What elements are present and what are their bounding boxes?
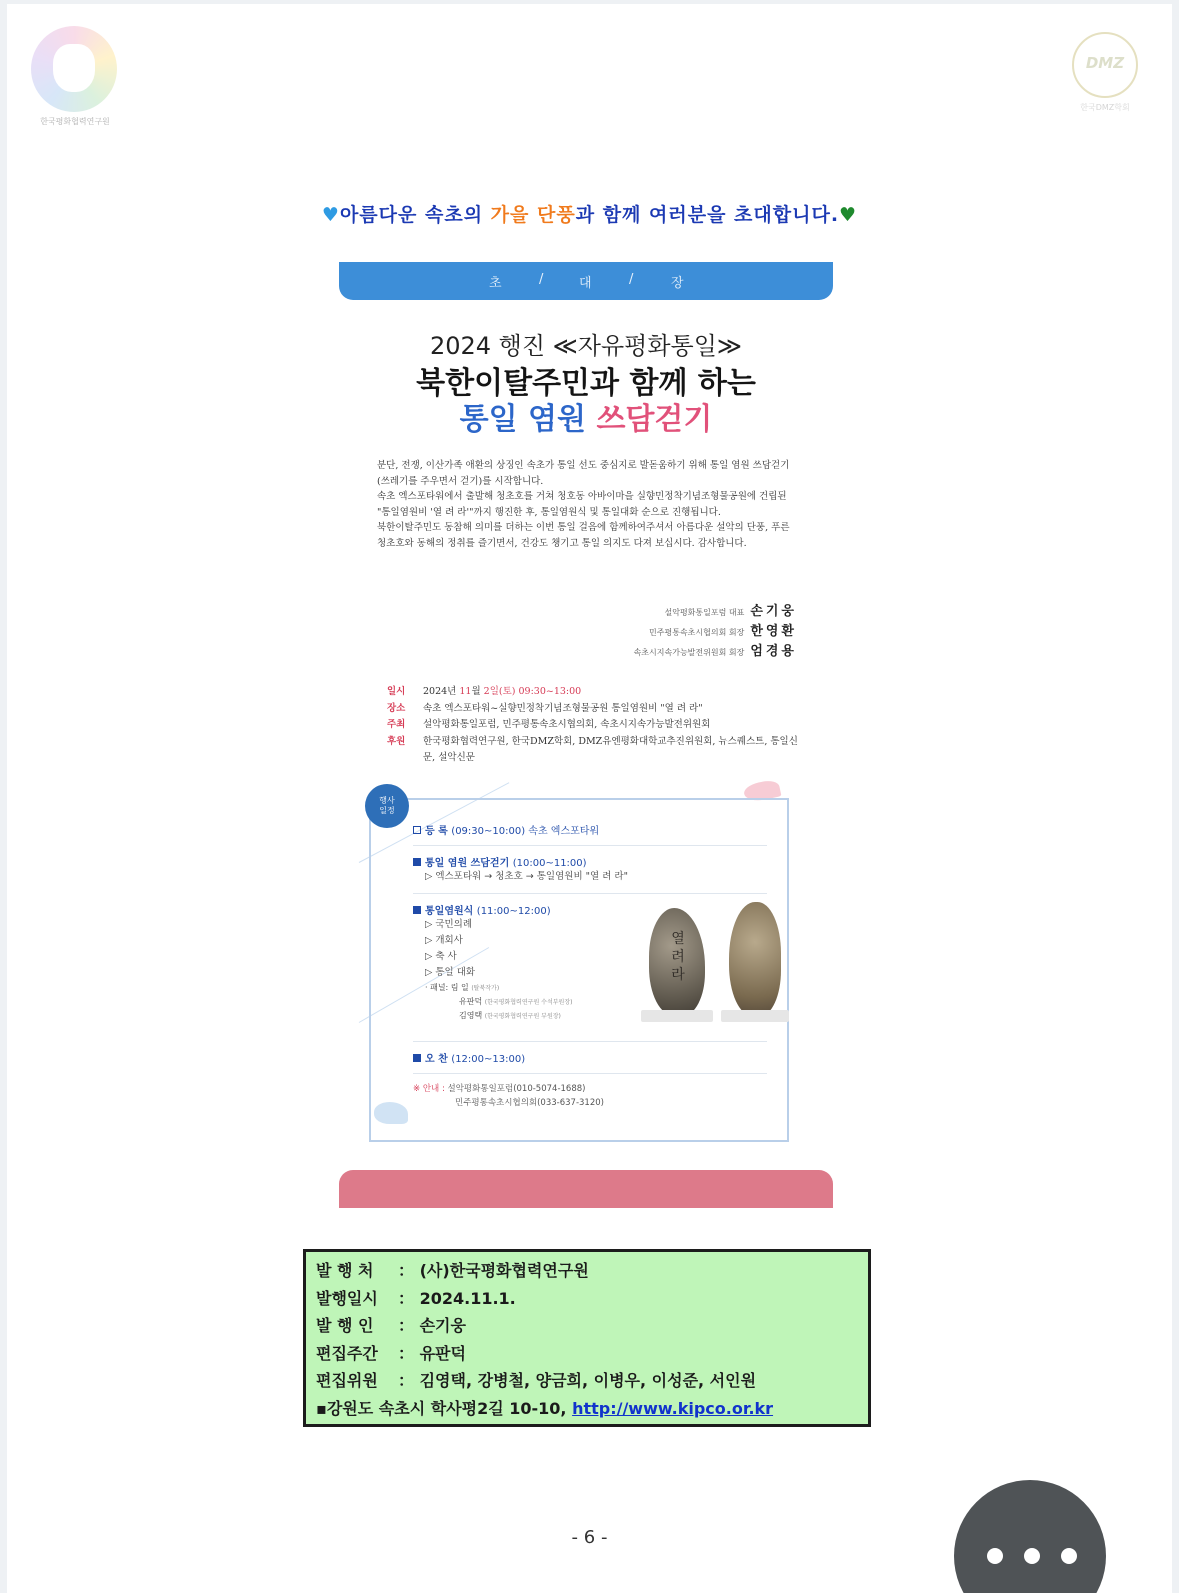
stone-engraving: 열려라 (671, 931, 685, 983)
invitation-card (339, 262, 833, 1208)
panel-label: · 패널: 림 일 (425, 983, 469, 992)
panel-note: (한국평화협력연구원 부원장) (484, 1013, 561, 1020)
signer-name: 엄경용 (750, 644, 797, 659)
schedule-item (413, 814, 767, 846)
date-part: 2024년 (423, 686, 460, 697)
signer-name: 손기웅 (750, 604, 797, 619)
schedule-item (413, 1042, 767, 1074)
schedule-box (369, 798, 789, 1142)
item-sub: ▷ 엑스포타워 → 청초호 → 통일염원비 "열 려 라" (425, 871, 628, 882)
item-sub: ▷ 개회사 (425, 935, 463, 946)
item-sub: ▷ 통일 대화 (425, 967, 476, 978)
detail-key: 주최 (387, 719, 406, 730)
signer-name: 한영환 (750, 624, 797, 639)
panel-row (459, 995, 767, 1009)
pub-row (316, 1312, 868, 1340)
item-title: 통일 염원 쓰담걷기 (425, 858, 510, 869)
panel-name: 유판덕 (459, 997, 483, 1006)
date-day: 2 (483, 686, 490, 697)
pub-label: 발 행 처 (316, 1261, 374, 1280)
body-paragraph: 분단, 전쟁, 이산가족 애환의 상징인 속초가 통일 선도 중심지로 발돋움하기 위해 통일 염원 쓰담걷기(쓰레기를 주우면서 걷기)를 시작합니다. (377, 460, 790, 487)
detail-value: 설악평화통일포럼, 민주평통속초시협의회, 속초시지속가능발전위원회 (423, 719, 711, 730)
invitation-headline (7, 200, 1172, 227)
pub-row (316, 1285, 868, 1313)
schedule-item-title (413, 822, 767, 837)
top-bar-sep: / (539, 272, 544, 287)
title-blue-part: 통일 염원 (459, 402, 597, 437)
pub-label: 편집주간 (316, 1343, 378, 1363)
pub-sep: ： (398, 1261, 415, 1280)
pub-sep: ： (398, 1288, 415, 1308)
document-page (7, 4, 1172, 1593)
event-details (387, 684, 807, 767)
top-bar-char: 초 (489, 276, 502, 291)
logo-right-caption: 한국DMZ학회 (1080, 103, 1130, 112)
heart-icon: ♥ (321, 204, 340, 226)
headline-highlight: 가을 (490, 204, 530, 226)
pub-address-row (316, 1395, 868, 1423)
item-time: (10:00~11:00) (512, 858, 587, 869)
monument-stone-photo (729, 902, 781, 1016)
panel-note: (탈북작가) (471, 985, 500, 992)
panel-row (425, 981, 767, 995)
signer-org: 속초시지속가능발전위원회 회장 (633, 648, 745, 657)
dmz-logo-text: DMZ (1085, 54, 1125, 72)
pub-row (316, 1257, 868, 1285)
item-title: 오 찬 (425, 1054, 448, 1065)
pub-sep: ： (398, 1343, 415, 1363)
detail-row (387, 717, 807, 734)
invitation-title-line3 (339, 394, 833, 438)
square-bullet-icon (413, 858, 421, 866)
headline-text: 아름다운 속초의 (339, 204, 491, 226)
headline-text: 과 함께 여러분을 초대합니다. (575, 204, 840, 226)
top-bar-sep: / (629, 272, 634, 287)
pub-address: ▪강원도 속초시 학사평2길 10-10, (316, 1398, 573, 1418)
detail-key: 후원 (387, 735, 406, 747)
detail-key: 장소 (387, 702, 406, 714)
schedule-item (413, 846, 767, 894)
date-month: 11 (459, 686, 472, 697)
invitation-top-bar (339, 262, 833, 300)
pub-label: 발 행 인 (316, 1316, 374, 1335)
detail-row (387, 734, 807, 767)
pub-row (316, 1367, 868, 1395)
pub-label: 발행일시 (316, 1288, 378, 1308)
invitation-bottom-bar (339, 1170, 833, 1208)
invitation-title-line1: 2024 행진 ≪자유평화통일≫ (429, 332, 743, 360)
schedule-item-title (413, 854, 767, 869)
website-link[interactable]: http://www.kipco.or.kr (572, 1398, 774, 1418)
signers (499, 600, 797, 660)
stone-base (721, 1010, 789, 1022)
detail-value: 한국평화협력연구원, 한국DMZ학회, DMZ유엔평화대학교추진위원회, 뉴스퀘스트, 통일신문, 설악신문 (423, 735, 798, 763)
pub-row (316, 1340, 868, 1368)
panel-note: (한국평화협력연구원 수석부원장) (484, 999, 573, 1006)
page-number: - 6 - (571, 1527, 608, 1548)
note-line (413, 1082, 767, 1096)
more-options-button[interactable] (954, 1480, 1106, 1593)
title-pink-part: 쓰담걷기 (596, 402, 713, 437)
pub-value: 손기웅 (419, 1316, 466, 1335)
pub-sep: ： (398, 1371, 415, 1390)
detail-value (423, 684, 807, 701)
detail-key: 일시 (387, 686, 406, 697)
korea-map-icon (53, 44, 95, 92)
panel-name: 김영택 (459, 1011, 483, 1020)
body-paragraph: 북한이탈주민도 동참해 의미를 더하는 이번 통일 걸음에 함께하여주셔서 아름다운 설악의 단풍, 푸른 청초호와 동해의 정취를 즐기면서, 건강도 챙기고 통일 의지도 다져 보십시다. 감사합니다. (377, 522, 790, 549)
headline-highlight: 단풍 (537, 204, 576, 226)
item-time: (11:00~12:00) (476, 906, 551, 917)
body-paragraph: 속초 엑스포타워에서 출발해 청초호를 거쳐 청호동 아바이마을 실향민정착기념조형물공원에 건립된 "통일염원비 '열 려 라'"까지 행진한 후, 통일염원식 및 통일대화 순으로 진행됩니다. (377, 491, 787, 518)
note-contact: 설악평화통일포럼(010-5074-1688) (444, 1084, 586, 1094)
pub-value: 2024.11.1. (419, 1288, 516, 1308)
schedule-tag (365, 784, 409, 828)
heart-icon: ♥ (839, 204, 858, 226)
signer-row (499, 640, 797, 660)
top-bar-char: 장 (671, 276, 684, 291)
note-contact: 민주평통속초시협의회(033-637-3120) (455, 1098, 604, 1108)
item-place: 속초 엑스포타워 (525, 826, 600, 837)
note-mark: ※ 안내 : (413, 1084, 445, 1094)
item-time: (09:30~10:00) (451, 826, 526, 837)
item-sub: ▷ 국민의례 (425, 919, 473, 930)
invitation-body (377, 458, 797, 551)
signer-row (499, 620, 797, 640)
item-title: 통일염원식 (425, 906, 474, 917)
date-part: 월 (471, 686, 484, 697)
detail-row (387, 701, 807, 718)
item-time: (12:00~13:00) (451, 1054, 526, 1065)
signer-org: 설악평화통일포럼 대표 (664, 608, 745, 617)
pub-value: 유판덕 (419, 1343, 466, 1363)
contact-note (413, 1082, 767, 1110)
square-bullet-icon (413, 906, 421, 914)
more-dots-icon (987, 1548, 1077, 1564)
item-sub: ▷ 축 사 (425, 951, 457, 962)
checkbox-square-icon (413, 826, 421, 834)
stone-base (641, 1010, 713, 1022)
schedule-item-title (413, 902, 767, 917)
schedule-item-title (413, 1050, 767, 1065)
headline-space (529, 204, 537, 226)
square-bullet-icon (413, 1054, 421, 1062)
pub-sep: ： (398, 1316, 415, 1335)
kipco-logo (25, 22, 125, 132)
signer-row (499, 600, 797, 620)
pub-value: (사)한국평화협력연구원 (419, 1261, 589, 1280)
detail-value: 속초 엑스포타워~실향민정착기념조형물공원 통일염원비 "열 려 라" (423, 702, 703, 714)
date-part: 일(토) 09:30~13:00 (489, 686, 582, 697)
top-bar-char: 대 (579, 276, 592, 291)
detail-row (387, 684, 807, 701)
item-title: 등 록 (425, 826, 448, 837)
invitation-title-line2: 북한이탈주민과 함께 하는 (416, 366, 756, 401)
pub-value: 김영택, 강병철, 양금희, 이병우, 이성준, 서인원 (419, 1371, 757, 1390)
schedule-tag-text: 행사 일정 (379, 796, 395, 815)
pub-label: 편집위원 (316, 1371, 378, 1390)
schedule-list (413, 814, 767, 1110)
signer-org: 민주평통속초시협의회 회장 (649, 628, 745, 637)
logo-left-caption: 한국평화협력연구원 (40, 117, 110, 126)
publication-info-box (303, 1249, 871, 1427)
dmz-logo (1060, 32, 1150, 122)
schedule-item (413, 894, 767, 1042)
